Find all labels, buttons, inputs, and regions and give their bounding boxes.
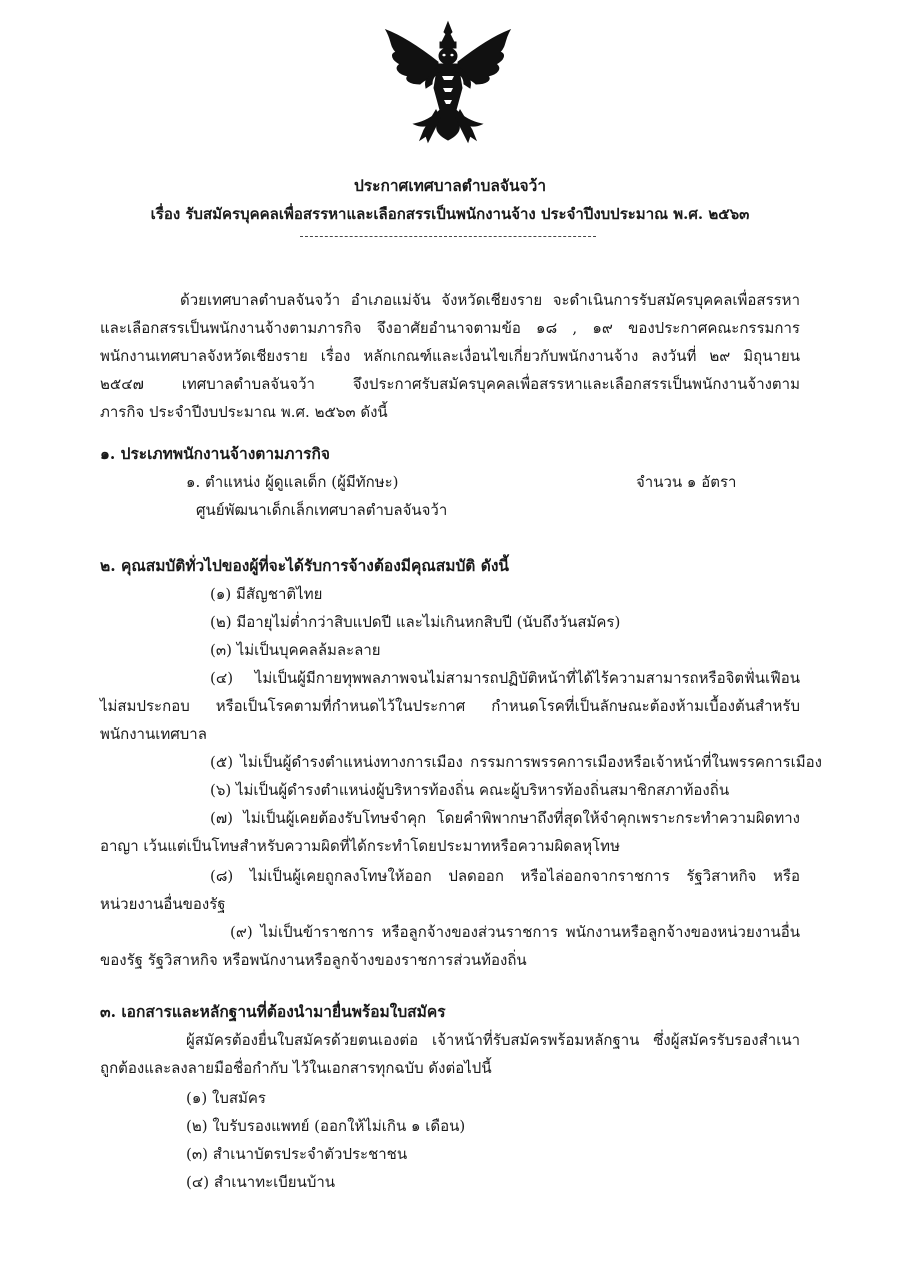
documents-intro-2: ถูกต้องและลงลายมือชื่อกำกับ ไว้ในเอกสารทุกฉบับ ดังต่อไปนี้ [100, 1059, 492, 1077]
qualification-item-cont: อาญา เว้นแต่เป็นโทษสำหรับความผิดที่ได้กระทำโดยประมาทหรือความผิดลหุโทษ [100, 837, 620, 855]
qualification-item: (๓) ไม่เป็นบุคคลล้มละลาย [210, 641, 381, 659]
section-3-heading: ๓. เอกสารและหลักฐานที่ต้องนำมายื่นพร้อมใบสมัคร [100, 1002, 446, 1021]
section-2-heading: ๒. คุณสมบัติทั่วไปของผู้ที่จะได้รับการจ้างต้องมีคุณสมบัติ ดังนี้ [100, 556, 509, 575]
document-item: (๔) สำเนาทะเบียนบ้าน [186, 1173, 336, 1191]
document-item: (๑) ใบสมัคร [186, 1089, 266, 1107]
document-item: (๒) ใบรับรองแพทย์ (ออกให้ไม่เกิน ๑ เดือน) [186, 1117, 466, 1135]
document-item: (๓) สำเนาบัตรประจำตัวประชาชน [186, 1145, 408, 1163]
qualification-item-cont: ของรัฐ รัฐวิสาหกิจ หรือพนักงานหรือลูกจ้างของราชการส่วนท้องถิ่น [100, 951, 527, 969]
intro-line-1: ด้วยเทศบาลตำบลจันจว้า อำเภอแม่จัน จังหวัดเชียงราย จะดำเนินการรับสมัครบุคคลเพื่อสรรหา [180, 291, 800, 309]
qualification-item: (๗) ไม่เป็นผู้เคยต้องรับโทษจำคุก โดยคำพิพากษาถึงที่สุดให้จำคุกเพราะกระทำความผิดทาง [210, 809, 800, 827]
intro-line-4: ๒๕๔๗ เทศบาลตำบลจันจว้า จึงประกาศรับสมัครบุคคลเพื่อสรรหาและเลือกสรรเป็นพนักงานจ้างตาม [100, 375, 800, 393]
qualification-item: (๔) ไม่เป็นผู้มีกายทุพพลภาพจนไม่สามารถปฏิบัติหน้าที่ได้ไร้ความสามารถหรือจิตฟั่นเฟือน [210, 669, 800, 687]
qualification-item: (๒) มีอายุไม่ต่ำกว่าสิบแปดปี และไม่เกินหกสิบปี (นับถึงวันสมัคร) [210, 613, 621, 631]
qualification-item: (๕) ไม่เป็นผู้ดำรงตำแหน่งทางการเมือง กรรมการพรรคการเมืองหรือเจ้าหน้าที่ในพรรคการเมือง [210, 753, 822, 771]
qualification-item: (๘) ไม่เป็นผู้เคยถูกลงโทษให้ออก ปลดออก หรือไล่ออกจากราชการ รัฐวิสาหกิจ หรือ [210, 867, 800, 885]
position-unit: ศูนย์พัฒนาเด็กเล็กเทศบาลตำบลจันจว้า [196, 501, 448, 519]
garuda-emblem-icon [380, 18, 516, 148]
qualification-item: (๑) มีสัญชาติไทย [210, 585, 323, 603]
announcement-title: ประกาศเทศบาลตำบลจันจว้า [353, 176, 547, 195]
qualification-item-cont: พนักงานเทศบาล [100, 725, 207, 743]
qualification-item-cont: ไม่สมประกอบ หรือเป็นโรคตามที่กำหนดไว้ในประกาศ กำหนดโรคที่เป็นลักษณะต้องห้ามเบื้องต้นสำหรับ [100, 697, 800, 715]
qualification-item: (๙) ไม่เป็นข้าราชการ หรือลูกจ้างของส่วนราชการ พนักงานหรือลูกจ้างของหน่วยงานอื่น [230, 923, 800, 941]
title-divider [300, 236, 596, 237]
intro-line-3: พนักงานเทศบาลจังหวัดเชียงราย เรื่อง หลักเกณฑ์และเงื่อนไขเกี่ยวกับพนักงานจ้าง ลงวันที่ ๒๙ มิถุนายน [100, 347, 800, 365]
position-title: ๑. ตำแหน่ง ผู้ดูแลเด็ก (ผู้มีทักษะ) [186, 473, 399, 491]
documents-intro-1: ผู้สมัครต้องยื่นใบสมัครด้วยตนเองต่อ เจ้าหน้าที่รับสมัครพร้อมหลักฐาน ซึ่งผู้สมัครรับรองสำเนา [186, 1031, 800, 1049]
intro-line-5: ภารกิจ ประจำปีงบประมาณ พ.ศ. ๒๕๖๓ ดังนี้ [100, 403, 388, 421]
section-1-heading: ๑. ประเภทพนักงานจ้างตามภารกิจ [100, 444, 330, 463]
position-count: จำนวน ๑ อัตรา [636, 473, 737, 491]
intro-line-2: และเลือกสรรเป็นพนักงานจ้างตามภารกิจ จึงอาศัยอำนาจตามข้อ ๑๘ , ๑๙ ของประกาศคณะกรรมการ [100, 319, 800, 337]
qualification-item-cont: หน่วยงานอื่นของรัฐ [100, 895, 226, 913]
qualification-item: (๖) ไม่เป็นผู้ดำรงตำแหน่งผู้บริหารท้องถิ่น คณะผู้บริหารท้องถิ่นสมาชิกสภาท้องถิ่น [210, 781, 730, 799]
announcement-subject: เรื่อง รับสมัครบุคคลเพื่อสรรหาและเลือกสรรเป็นพนักงานจ้าง ประจำปีงบประมาณ พ.ศ. ๒๕๖๓ [150, 205, 750, 223]
